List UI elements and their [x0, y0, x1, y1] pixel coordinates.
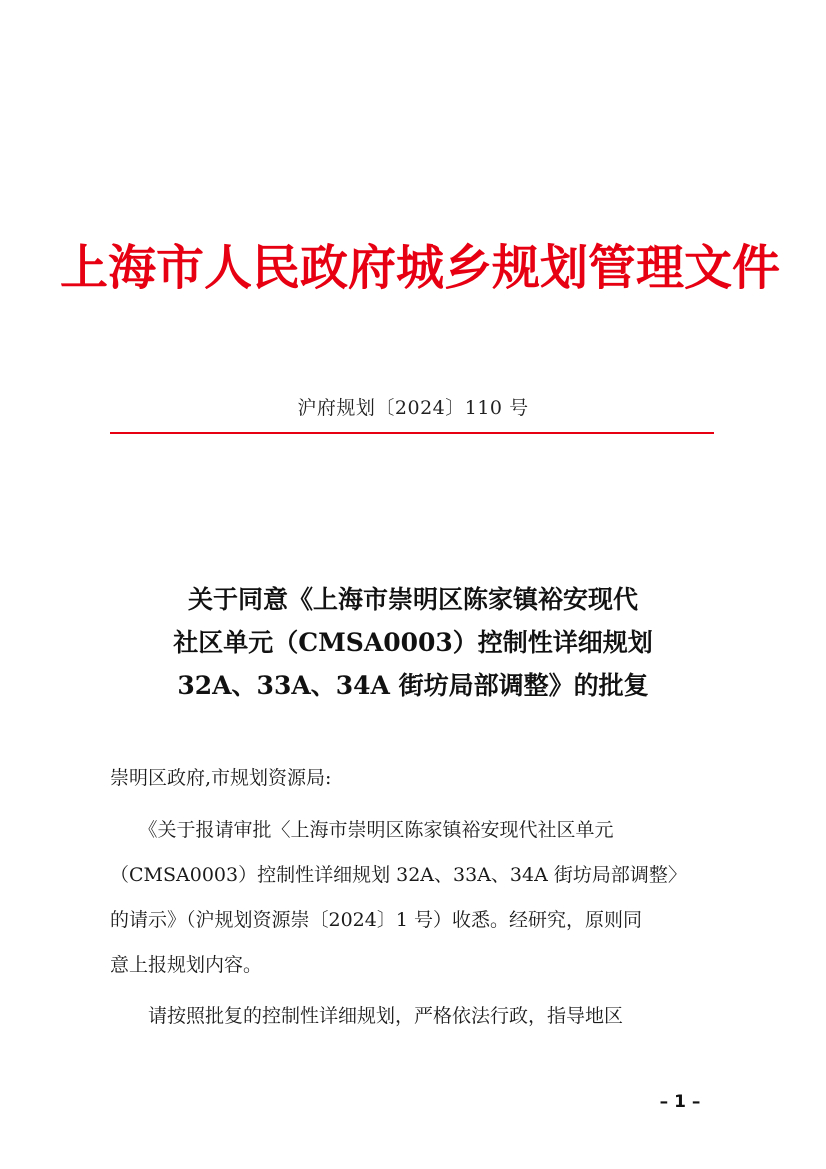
red-divider-line [110, 432, 714, 434]
title-line: 社区单元（CMSA0003）控制性详细规划 [173, 628, 653, 657]
body-paragraph [110, 994, 714, 1039]
body-paragraph [110, 808, 714, 988]
page-number: – 1 – [659, 1092, 701, 1112]
paragraph-line: 意上报规划内容。 [110, 954, 263, 976]
title-line: 关于同意《上海市崇明区陈家镇裕安现代 [187, 585, 638, 614]
paragraph-line: （CMSA0003）控制性详细规划 32A、33A、34A 街坊局部调整〉 [110, 864, 687, 886]
addressee: 崇明区政府,市规划资源局: [110, 767, 332, 789]
masthead-title: 上海市人民政府城乡规划管理文件 [60, 240, 781, 296]
paragraph-line: 请按照批复的控制性详细规划，严格依法行政，指导地区 [110, 1005, 624, 1027]
paragraph-line: 的请示》（沪规划资源崇〔2024〕1 号）收悉。经研究，原则同 [110, 909, 642, 931]
paragraph-line: 《关于报请审批〈上海市崇明区陈家镇裕安现代社区单元 [110, 819, 614, 841]
document-number: 沪府规划〔2024〕110 号 [297, 397, 529, 419]
document-title [100, 578, 726, 707]
title-line: 32A、33A、34A 街坊局部调整》的批复 [177, 671, 649, 700]
